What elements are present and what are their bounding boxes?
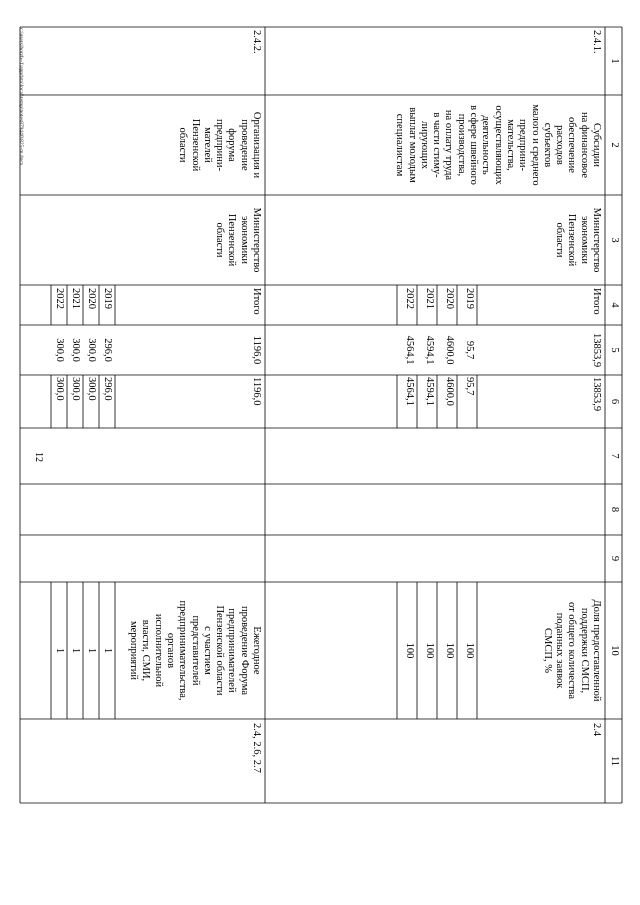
row-2-4-2-col6-2019: 296,0 bbox=[102, 377, 113, 401]
row-2-4-2-name-line: предприни- bbox=[214, 119, 226, 171]
row-2-4-2-name-line: форума bbox=[226, 128, 238, 162]
row-2-4-1-indicator-line: от общего количества bbox=[566, 601, 578, 700]
row-2-4-1-name-line: Субсидии bbox=[591, 122, 602, 168]
row-2-4-1-total-col5: 13853,9 bbox=[591, 332, 602, 368]
row-2-4-1-col5-2019: 95,7 bbox=[464, 340, 475, 360]
row-2-4-1-year-2019: 2019 bbox=[464, 288, 475, 309]
row-2-4-1-col6-2021: 4594,1 bbox=[424, 377, 435, 406]
row-2-4-1-name-line: осуществляющих bbox=[492, 105, 504, 185]
column-header-1: 1 bbox=[609, 58, 620, 64]
row-2-4-1-executor-line: Министерство bbox=[591, 207, 602, 273]
row-2-4-2-col10-2022: 1 bbox=[54, 647, 65, 654]
row-2-4-2-year-2019: 2019 bbox=[102, 288, 113, 309]
column-header-4: 4 bbox=[609, 302, 620, 308]
row-2-4-2-name-line: области bbox=[177, 127, 189, 163]
row-2-4-1-col10-2022: 100 bbox=[404, 642, 415, 659]
row-2-4-2-executor bbox=[213, 195, 262, 285]
row-2-4-1-year-2022: 2022 bbox=[404, 288, 415, 309]
row-2-4-2-col5-2020: 300,0 bbox=[86, 338, 97, 362]
row-2-4-1-name-line: лирующих bbox=[418, 120, 430, 170]
row-2-4-2-col6-2022: 300,0 bbox=[54, 377, 65, 401]
row-2-4-2-executor-line: области bbox=[214, 222, 226, 258]
row-2-4-2-indicator-line: Пензенской области bbox=[214, 605, 226, 696]
row-2-4-1-name-line: малого и среднего bbox=[529, 104, 541, 186]
row-2-4-1-col5-2020: 4600,0 bbox=[444, 335, 455, 365]
row-2-4-2-indicator-line: исполнительной bbox=[152, 613, 164, 688]
row-2-4-1-col5-2022: 4564,1 bbox=[404, 335, 415, 365]
row-2-4-1-col6-2019: 95,7 bbox=[464, 377, 475, 396]
row-2-4-2-indicator-line: предпринимателей bbox=[226, 608, 238, 693]
row-2-4-1-name-line: мательства, bbox=[504, 119, 516, 171]
row-2-4-2-total-col6: 1196,0 bbox=[251, 377, 262, 406]
row-2-4-1-number: 2.4.1. bbox=[591, 30, 602, 54]
row-2-4-2-year-2022: 2022 bbox=[54, 288, 65, 309]
row-2-4-1-executor-line: Пензенской bbox=[566, 213, 578, 267]
file-path-footer: c:\users\borzh~1\appdata\local\temp\notes879440\825-m.docx bbox=[18, 28, 24, 166]
row-2-4-2-number: 2.4.2. bbox=[251, 30, 262, 54]
row-2-4-2-indicator-line: проведение Форума bbox=[238, 605, 250, 696]
row-2-4-2-name-line: Пензенской bbox=[189, 118, 201, 172]
column-header-5: 5 bbox=[609, 347, 620, 353]
column-header-10: 10 bbox=[609, 645, 620, 656]
row-2-4-2-indicator-line: Ежегодное bbox=[251, 626, 262, 675]
row-2-4-1-indicator-line: СМСП, % bbox=[541, 628, 553, 673]
column-header-8: 8 bbox=[609, 506, 620, 513]
row-2-4-2-indicator bbox=[127, 582, 262, 719]
row-2-4-2-col10-2021: 1 bbox=[70, 647, 81, 654]
row-2-4-2-executor-line: Пензенской bbox=[226, 213, 238, 267]
row-2-4-2-col5-2021: 300,0 bbox=[70, 338, 81, 362]
row-2-4-1-col6-2020: 4600,0 bbox=[444, 377, 455, 406]
row-2-4-1-year-2020: 2020 bbox=[444, 288, 455, 309]
row-2-4-1-col5-2021: 4594,1 bbox=[424, 335, 435, 365]
row-2-4-1-col10-2020: 100 bbox=[444, 642, 455, 659]
row-2-4-1-total-label: Итого bbox=[591, 288, 602, 315]
row-2-4-1-name-line: специалистам bbox=[394, 113, 406, 177]
row-2-4-2-indicator-line: мероприятий bbox=[128, 621, 140, 680]
row-2-4-1-executor bbox=[553, 195, 602, 285]
row-2-4-2-name-line: проведение bbox=[238, 119, 250, 171]
row-2-4-1-col6-2022: 4564,1 bbox=[404, 377, 415, 406]
row-2-4-1-indicator-line: поддержки СМСП, bbox=[578, 607, 590, 694]
row-2-4-2-indicator-line: с участием bbox=[201, 626, 213, 675]
row-2-4-1-indicator bbox=[541, 582, 602, 719]
row-2-4-2-col10-2019: 1 bbox=[102, 647, 113, 654]
row-2-4-2-goal: 2.4, 2.6, 2.7 bbox=[251, 723, 262, 773]
row-2-4-2-total-col5: 1196,0 bbox=[251, 335, 262, 365]
row-2-4-1-name-line: производства, bbox=[455, 113, 467, 177]
row-2-4-1-executor-line: экономики bbox=[578, 216, 590, 264]
column-header-11: 11 bbox=[609, 755, 620, 767]
column-header-2: 2 bbox=[609, 142, 620, 148]
row-2-4-1-col10-2021: 100 bbox=[424, 642, 435, 659]
page-number: 12 bbox=[33, 452, 44, 462]
row-2-4-2-executor-line: Министерство bbox=[251, 207, 262, 273]
row-2-4-1-year-2021: 2021 bbox=[424, 288, 435, 309]
column-header-9: 9 bbox=[609, 555, 620, 562]
row-2-4-2-col5-2022: 300,0 bbox=[54, 338, 65, 362]
row-2-4-2-indicator-line: органов bbox=[164, 632, 176, 669]
row-2-4-2-indicator-line: представителей bbox=[189, 615, 201, 686]
row-2-4-1-name-line: обеспечение bbox=[566, 117, 578, 173]
row-2-4-2-indicator-line: власти, СМИ, bbox=[140, 619, 152, 682]
row-2-4-1-total-col6: 13853,9 bbox=[591, 377, 602, 412]
row-2-4-1-name-line: расходов bbox=[554, 125, 566, 165]
row-2-4-1-name-line: предприни- bbox=[517, 119, 529, 171]
row-2-4-2-name-line: мателей bbox=[201, 127, 213, 163]
row-2-4-1-col10-2019: 100 bbox=[464, 642, 475, 659]
row-2-4-1-goal: 2.4 bbox=[591, 723, 602, 737]
column-header-6: 6 bbox=[609, 398, 620, 405]
row-2-4-1-indicator-line: поданных заявок bbox=[554, 612, 566, 689]
row-2-4-1-name-line: субъектов bbox=[541, 122, 553, 168]
row-2-4-2-col5-2019: 296,0 bbox=[102, 338, 113, 362]
row-2-4-2-year-2021: 2021 bbox=[70, 288, 81, 309]
row-2-4-1-name-line: на оплату труда bbox=[443, 109, 455, 181]
row-2-4-2-name-line: Организация и bbox=[251, 111, 262, 179]
row-2-4-1-executor-line: области bbox=[554, 222, 566, 258]
row-2-4-2-year-2020: 2020 bbox=[86, 288, 97, 309]
row-2-4-2-name bbox=[176, 95, 262, 195]
row-2-4-2-col6-2021: 300,0 bbox=[70, 377, 81, 401]
row-2-4-2-col6-2020: 300,0 bbox=[86, 377, 97, 401]
row-2-4-2-col10-2020: 1 bbox=[86, 647, 97, 654]
row-2-4-2-executor-line: экономики bbox=[238, 216, 250, 264]
row-2-4-1-indicator-line: Доля предоставленной bbox=[591, 599, 602, 702]
row-2-4-1-name bbox=[393, 95, 602, 195]
column-header-7: 7 bbox=[609, 453, 620, 459]
row-2-4-1-name-line: в части стиму- bbox=[431, 112, 443, 178]
row-2-4-1-name-line: деятельность bbox=[480, 115, 492, 175]
column-header-3: 3 bbox=[609, 237, 620, 243]
row-2-4-2-total-label: Итого bbox=[251, 288, 262, 315]
row-2-4-2-indicator-line: предпринимательства, bbox=[177, 600, 189, 701]
row-2-4-1-name-line: выплат молодым bbox=[406, 107, 418, 183]
row-2-4-1-name-line: на финансовое bbox=[578, 111, 590, 179]
row-2-4-1-name-line: в сфере швейного bbox=[468, 105, 480, 185]
